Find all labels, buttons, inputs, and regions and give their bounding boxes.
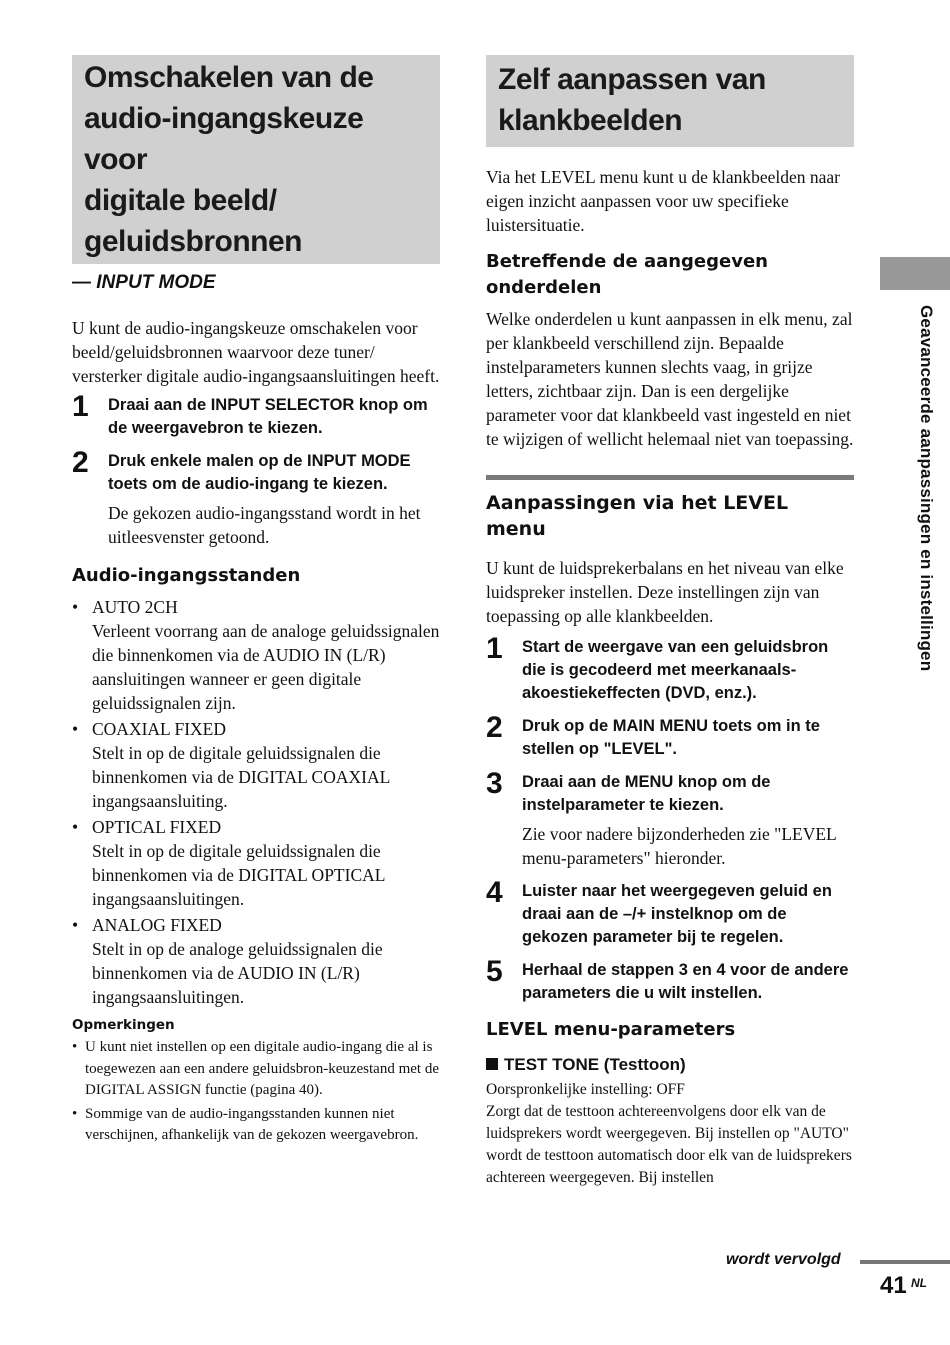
left-title-line: Omschakelen van de <box>84 61 374 94</box>
param-desc: Zorgt dat de testtoon achtereenvolgens door elk van de luidsprekers wordt weergegeven. Bij instellen op "AUTO" wordt de testtoon automatisch door elk van de luidsprekers achtereen weergegeven. Bij instellen <box>486 1103 852 1186</box>
mode-desc: Stelt in op de digitale geluidssignalen die binnenkomen via de DIGITAL OPTICAL ingangsaansluitingen. <box>92 841 385 909</box>
left-title-line: audio-ingangskeuze voor <box>84 102 364 176</box>
step-text: Draai aan de INPUT SELECTOR knop om de weergavebron te kiezen. <box>108 396 428 437</box>
step-text: Draai aan de MENU knop om de instelparameter te kiezen. <box>522 773 771 814</box>
mode-desc: Stelt in op de digitale geluidssignalen die binnenkomen via de DIGITAL COAXIAL ingangsaansluiting. <box>92 743 390 811</box>
note-text: U kunt niet instellen op een digitale audio-ingang die al is toegewezen aan een andere geluidsbron-keuzestand met de DIGITAL ASSIGN functie (pagina 40). <box>85 1039 439 1098</box>
left-subtitle: — INPUT MODE <box>72 272 216 293</box>
mode-desc: Verleent voorrang aan de analoge geluidssignalen die binnenkomen via de AUDIO IN (L/R) aansluitingen wanneer er geen digitale geluidssignalen zijn. <box>92 621 440 713</box>
left-title-line: geluidsbronnen <box>84 225 302 258</box>
step-number: 2 <box>486 711 503 744</box>
section-divider <box>486 475 854 480</box>
note-text: Sommige van de audio-ingangsstanden kunnen niet verschijnen, afhankelijk van de gekozen weergavebron. <box>85 1105 419 1143</box>
level-intro: U kunt de luidsprekerbalans en het niveau van elke luidspreker instellen. Deze instellingen zijn van toepassing op alle klankbeelden. <box>486 558 844 626</box>
params-title: LEVEL menu-parameters <box>486 1019 736 1040</box>
about-title: Betreffende de aangegeven onderdelen <box>486 251 768 298</box>
side-tab-marker <box>880 257 950 290</box>
left-title-box <box>72 55 440 264</box>
mode-name: AUTO 2CH <box>92 597 178 617</box>
step-number: 4 <box>486 876 503 909</box>
list-item: • COAXIAL FIXED Stelt in op de digitale geluidssignalen die binnenkomen via de DIGITAL COAXIAL ingangsaansluiting. <box>72 719 390 811</box>
step-text: Druk op de MAIN MENU toets om in te stellen op "LEVEL". <box>522 717 820 758</box>
page-language: NL <box>911 1276 927 1290</box>
continued-line <box>860 1260 950 1264</box>
param-default: Oorspronkelijke instelling: OFF <box>486 1081 685 1098</box>
list-item: • OPTICAL FIXED Stelt in op de digitale geluidssignalen die binnenkomen via de DIGITAL OPTICAL ingangsaansluitingen. <box>72 817 385 909</box>
mode-name: COAXIAL FIXED <box>92 719 226 739</box>
step-number: 1 <box>486 632 503 665</box>
left-column <box>72 55 440 1149</box>
right-title-box <box>486 55 854 147</box>
step-number: 3 <box>486 767 503 800</box>
step-text: Luister naar het weergegeven geluid en draai aan de –/+ instelknop om de gekozen parameter bij te regelen. <box>522 882 832 946</box>
note-item: • Sommige van de audio-ingangsstanden kunnen niet verschijnen, afhankelijk van de gekozen weergavebron. <box>72 1105 419 1143</box>
mode-name: OPTICAL FIXED <box>92 817 222 837</box>
notes-title: Opmerkingen <box>72 1017 175 1033</box>
step-text: Start de weergave van een geluidsbron die is gecodeerd met meerkanaals-akoestiekeffecten (DVD, enz.). <box>522 638 829 702</box>
list-item: • ANALOG FIXED Stelt in op de analoge geluidssignalen die binnenkomen via de AUDIO IN (L/R) ingangsaansluitingen. <box>72 915 383 1007</box>
step-3 <box>486 767 854 870</box>
left-title-line: digitale beeld/ <box>84 184 277 217</box>
param-title <box>486 1055 854 1075</box>
step-1 <box>72 390 440 440</box>
step-2 <box>72 446 440 549</box>
step-number: 2 <box>72 446 89 479</box>
left-intro: U kunt de audio-ingangskeuze omschakelen voor beeld/geluidsbronnen waarvoor deze tuner/ versterker digitale audio-ingangsaansluitingen heeft. <box>72 318 440 386</box>
right-column <box>486 55 854 1189</box>
level-title: Aanpassingen via het LEVEL menu <box>486 492 789 540</box>
step-4 <box>486 876 854 949</box>
step-5 <box>486 955 854 1005</box>
mode-name: ANALOG FIXED <box>92 915 222 935</box>
step-subtext: De gekozen audio-ingangsstand wordt in het uitleesvenster getoond. <box>108 503 421 547</box>
step-subtext: Zie voor nadere bijzonderheden zie "LEVEL menu-parameters" hieronder. <box>522 824 837 868</box>
list-item: • AUTO 2CH Verleent voorrang aan de analoge geluidssignalen die binnenkomen via de AUDIO IN (L/R) aansluitingen wanneer er geen digitale geluidssignalen zijn. <box>72 597 440 713</box>
side-tab-text: Geavanceerde aanpassingen en instellingen <box>917 305 936 672</box>
square-bullet-icon <box>486 1058 498 1070</box>
step-number: 1 <box>72 390 89 423</box>
step-number: 5 <box>486 955 503 988</box>
modes-list <box>72 595 440 1009</box>
step-2 <box>486 711 854 761</box>
note-item: • U kunt niet instellen op een digitale audio-ingang die al is toegewezen aan een andere geluidsbron-keuzestand met de DIGITAL ASSIGN functie (pagina 40). <box>72 1039 439 1098</box>
right-title-line: klankbeelden <box>498 104 683 137</box>
param-name: TEST TONE (Testtoon) <box>504 1055 686 1074</box>
right-title-line: Zelf aanpassen van <box>498 63 766 96</box>
page-number: 41 <box>880 1272 907 1299</box>
section-title: Audio-ingangsstanden <box>72 565 301 586</box>
right-intro: Via het LEVEL menu kunt u de klankbeelden naar eigen inzicht aanpassen voor uw specifieke luistersituatie. <box>486 167 841 235</box>
step-text: Druk enkele malen op de INPUT MODE toets om de audio-ingang te kiezen. <box>108 452 411 493</box>
step-text: Herhaal de stappen 3 en 4 voor de andere parameters die u wilt instellen. <box>522 961 849 1002</box>
about-text: Welke onderdelen u kunt aanpassen in elk menu, zal per klankbeeld verschillend zijn. Bepaalde instelparameters kunnen slechts vaag, in grijze letters, zichtbaar zijn. Dan is een dergelijke parameter voor dat klankbeeld vast ingesteld en niet te wijzigen of wellicht helemaal niet van toepassing. <box>486 309 854 449</box>
continued-label: wordt vervolgd <box>726 1251 841 1268</box>
notes-list <box>72 1037 440 1147</box>
step-1 <box>486 632 854 705</box>
mode-desc: Stelt in op de analoge geluidssignalen die binnenkomen via de AUDIO IN (L/R) ingangsaansluitingen. <box>92 939 383 1007</box>
